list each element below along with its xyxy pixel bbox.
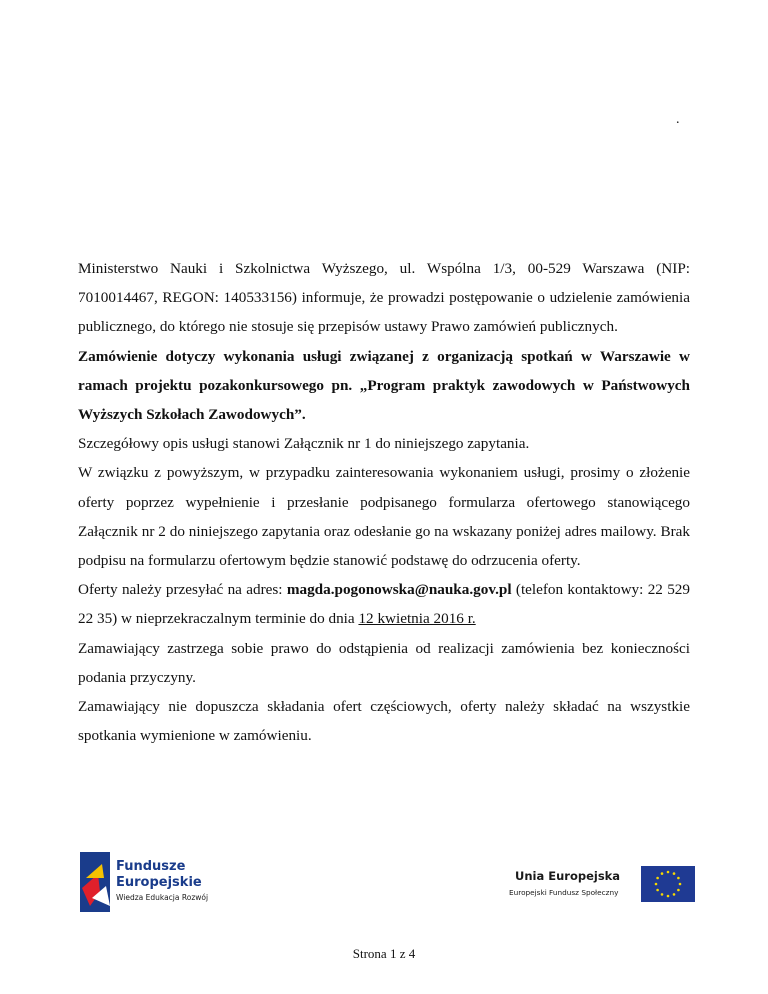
fe-line2: Europejskie: [116, 875, 202, 890]
deadline-date: 12 kwietnia 2016 r.: [358, 610, 476, 628]
contact-email[interactable]: magda.pogonowska@nauka.gov.pl: [286, 581, 512, 599]
paragraph-subject: Zamówienie dotyczy wykonania usługi związanej z organizacją spotkań w Warszawie w ramach projektu pozakonkursowego pn. „Program praktyk zawodowych w Państwowych Wyższych Szkołach Zawodowych”.: [78, 347, 690, 424]
page-number: Strona 1 z 4: [352, 946, 416, 961]
paragraph-submission: [78, 575, 690, 633]
ue-line2: Europejski Fundusz Społeczny: [509, 888, 619, 897]
fundusze-europejskie-logo: [80, 848, 238, 916]
submission-text-a: Oferty należy przesyłać na adres:: [78, 581, 287, 599]
corner-mark: .: [676, 112, 680, 127]
paragraph-details: Szczegółowy opis usługi stanowi Załącznik nr 1 do niniejszego zapytania.: [78, 435, 530, 453]
fe-line3: Wiedza Edukacja Rozwój: [116, 893, 209, 902]
paragraph-intro: Ministerstwo Nauki i Szkolnictwa Wyższego, ul. Wspólna 1/3, 00-529 Warszawa (NIP: 7010014467, REGON: 140533156) informuje, że prowadzi postępowanie o udzielenie zamówienia publicznego, do którego nie stosuje się przepisów ustawy Prawo zamówień publicznych.: [78, 260, 690, 336]
paragraph-partial-offers: Zamawiający nie dopuszcza składania ofert częściowych, oferty należy składać na wszystkie spotkania wymienione w zamówieniu.: [78, 698, 690, 745]
fe-line1: Fundusze: [116, 859, 186, 874]
unia-europejska-logo: [505, 862, 695, 904]
paragraph-request: W związku z powyższym, w przypadku zainteresowania wykonaniem usługi, prosimy o złożenie oferty poprzez wypełnienie i przesłanie podpisanego formularza ofertowego stanowiącego Załącznik nr 2 do niniejszego zapytania oraz odesłanie go na wskazany poniżej adres mailowy. Brak podpisu na formularzu ofertowym będzie stanowić podstawę do odrzucenia oferty.: [78, 464, 690, 570]
document-body: [78, 254, 690, 750]
submission-text-b: (telefon kontaktowy: 22 529 22 35) w nieprzekraczalnym terminie do dnia: [78, 581, 690, 628]
ue-line1: Unia Europejska: [515, 869, 621, 883]
paragraph-reservation: Zamawiający zastrzega sobie prawo do odstąpienia od realizacji zamówienia bez konieczności podania przyczyny.: [78, 639, 690, 686]
